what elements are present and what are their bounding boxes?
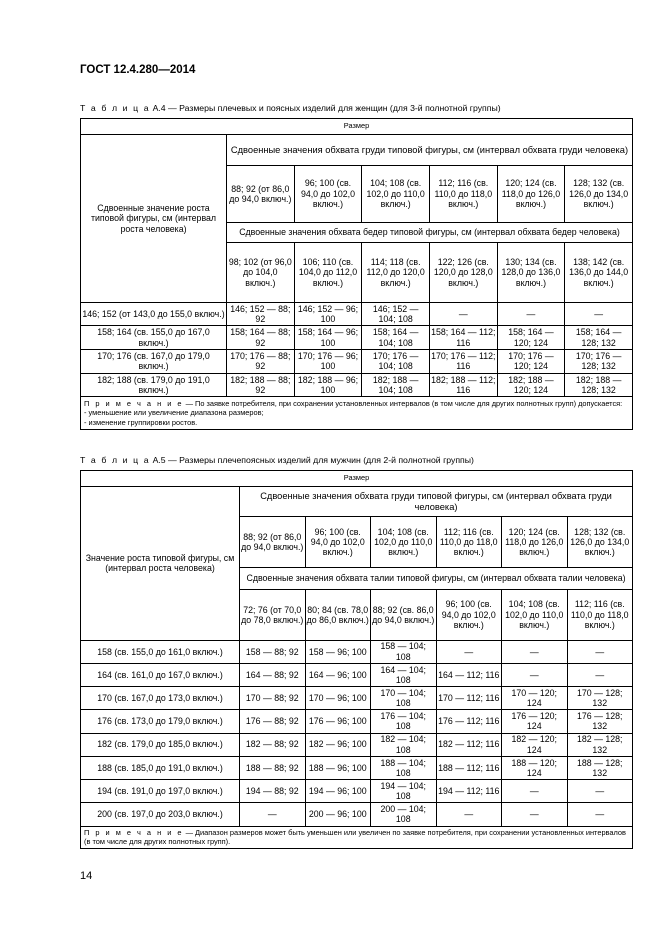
height-cell: 200 (св. 197,0 до 203,0 включ.) bbox=[81, 803, 240, 826]
height-cell: 146; 152 (от 143,0 до 155,0 включ.) bbox=[81, 302, 227, 326]
size-cell: 158; 164 — 128; 132 bbox=[565, 326, 633, 350]
table-a5-caption-prefix: Т а б л и ц а bbox=[80, 455, 151, 465]
size-cell: 194 — 88; 92 bbox=[240, 779, 306, 802]
note-item: - изменение группировки ростов. bbox=[84, 417, 198, 427]
hip-size-cell: 98; 102 (от 96,0 до 104,0 включ.) bbox=[227, 243, 295, 303]
size-cell: — bbox=[567, 640, 633, 663]
waist-size-cell: 72; 76 (от 70,0 до 78,0 включ.) bbox=[240, 590, 306, 641]
height-cell: 158 (св. 155,0 до 161,0 включ.) bbox=[81, 640, 240, 663]
size-cell: — bbox=[502, 640, 568, 663]
size-cell: — bbox=[429, 302, 497, 326]
height-cell: 188 (св. 185,0 до 191,0 включ.) bbox=[81, 756, 240, 779]
size-cell: 158 — 88; 92 bbox=[240, 640, 306, 663]
chest-size-cell: 96; 100 (св. 94,0 до 102,0 включ.) bbox=[305, 517, 371, 567]
table-row bbox=[81, 302, 633, 326]
waist-size-cell: 112; 116 (св. 110,0 до 118,0 включ.) bbox=[567, 590, 633, 641]
note-text: — Диапазон размеров может быть уменьшен или увеличен по заявке потребителя, при сохранении установленных интервалов (в том числе для других полнотных групп). bbox=[84, 827, 626, 847]
note-text: — По заявке потребителя, при сохранении установленных интервалов (в том числе для других полнотных групп) допускается: bbox=[183, 398, 623, 408]
size-cell: — bbox=[567, 779, 633, 802]
table-row bbox=[81, 733, 633, 756]
table-row bbox=[81, 640, 633, 663]
size-cell: 182; 188 — 104; 108 bbox=[362, 373, 430, 397]
size-cell: 182 — 104; 108 bbox=[371, 733, 437, 756]
size-cell: 182 — 88; 92 bbox=[240, 733, 306, 756]
size-cell: 188 — 96; 100 bbox=[305, 756, 371, 779]
height-cell: 170 (св. 167,0 до 173,0 включ.) bbox=[81, 687, 240, 710]
size-cell: — bbox=[497, 302, 565, 326]
table-row bbox=[81, 779, 633, 802]
chest-size-cell: 120; 124 (св. 118,0 до 126,0 включ.) bbox=[497, 166, 565, 222]
size-cell: 170; 176 — 128; 132 bbox=[565, 350, 633, 374]
table-row bbox=[81, 756, 633, 779]
hip-size-cell: 138; 142 (св. 136,0 до 144,0 включ.) bbox=[565, 243, 633, 303]
size-cell: — bbox=[567, 663, 633, 686]
table-a5-caption bbox=[80, 455, 474, 465]
size-cell: 146; 152 — 104; 108 bbox=[362, 302, 430, 326]
table-a4-note bbox=[81, 397, 633, 430]
size-cell: 182; 188 — 96; 100 bbox=[294, 373, 362, 397]
table-row bbox=[81, 326, 633, 350]
waist-group-header: Сдвоенные значения обхвата талии типовой фигуры, см (интервал обхвата талии человека) bbox=[240, 567, 633, 589]
size-cell: 170 — 120; 124 bbox=[502, 687, 568, 710]
size-cell: 182 — 112; 116 bbox=[436, 733, 502, 756]
size-cell: 158; 164 — 88; 92 bbox=[227, 326, 295, 350]
size-cell: — bbox=[502, 779, 568, 802]
waist-size-cell: 104; 108 (св. 102,0 до 110,0 включ.) bbox=[502, 590, 568, 641]
size-cell: 164 — 96; 100 bbox=[305, 663, 371, 686]
size-cell: 200 — 96; 100 bbox=[305, 803, 371, 826]
size-cell: 176 — 128; 132 bbox=[567, 710, 633, 733]
note-label: П р и м е ч а н и е bbox=[84, 827, 184, 837]
size-cell: 170 — 96; 100 bbox=[305, 687, 371, 710]
height-cell: 164 (св. 161,0 до 167,0 включ.) bbox=[81, 663, 240, 686]
waist-size-cell: 80; 84 (св. 78,0 до 86,0 включ.) bbox=[305, 590, 371, 641]
chest-size-cell: 120; 124 (св. 118,0 до 126,0 включ.) bbox=[502, 517, 568, 567]
table-a5-note bbox=[81, 826, 633, 849]
chest-size-cell: 104; 108 (св. 102,0 до 110,0 включ.) bbox=[362, 166, 430, 222]
height-column-header: Сдвоенные значение роста типовой фигуры, см (интервал роста человека) bbox=[81, 135, 227, 302]
chest-group-header: Сдвоенные значения обхвата груди типовой фигуры, см (интервал обхвата груди человека) bbox=[227, 135, 633, 166]
size-cell: 182 — 128; 132 bbox=[567, 733, 633, 756]
table-a5-caption-text: А.5 — Размеры плечепоясных изделий для мужчин (для 2-й полнотной группы) bbox=[152, 455, 474, 465]
chest-size-cell: 96; 100 (св. 94,0 до 102,0 включ.) bbox=[294, 166, 362, 222]
chest-size-cell: 112; 116 (св. 110,0 до 118,0 включ.) bbox=[429, 166, 497, 222]
height-column-header: Значение роста типовой фигуры, см (интервал роста человека) bbox=[81, 487, 240, 641]
size-cell: 194 — 104; 108 bbox=[371, 779, 437, 802]
size-cell: 176 — 104; 108 bbox=[371, 710, 437, 733]
size-cell: 158; 164 — 104; 108 bbox=[362, 326, 430, 350]
size-cell: — bbox=[240, 803, 306, 826]
chest-size-cell: 88; 92 (от 86,0 до 94,0 включ.) bbox=[240, 517, 306, 567]
size-cell: 164 — 104; 108 bbox=[371, 663, 437, 686]
table-a4-caption bbox=[80, 103, 501, 113]
size-cell: 170 — 112; 116 bbox=[436, 687, 502, 710]
size-cell: 146; 152 — 88; 92 bbox=[227, 302, 295, 326]
size-cell: 182; 188 — 112; 116 bbox=[431, 374, 496, 395]
size-cell: 194 — 96; 100 bbox=[305, 779, 371, 802]
size-cell: 170; 176 — 88; 92 bbox=[227, 350, 295, 374]
hip-group-header: Сдвоенные значения обхвата бедер типовой фигуры, см (интервал обхвата бедер человека) bbox=[227, 222, 633, 243]
size-cell: 176 — 112; 116 bbox=[436, 710, 502, 733]
chest-size-cell: 112; 116 (св. 110,0 до 118,0 включ.) bbox=[436, 517, 502, 567]
waist-size-cell: 96; 100 (св. 94,0 до 102,0 включ.) bbox=[436, 590, 502, 641]
table-a4-caption-prefix: Т а б л и ц а bbox=[80, 103, 151, 113]
height-cell: 182; 188 (св. 179,0 до 191,0 включ.) bbox=[81, 373, 227, 397]
height-cell: 170; 176 (св. 167,0 до 179,0 включ.) bbox=[81, 350, 227, 374]
size-cell: — bbox=[567, 803, 633, 826]
size-cell: 188 — 88; 92 bbox=[240, 756, 306, 779]
size-cell: 194 — 112; 116 bbox=[436, 779, 502, 802]
table-row bbox=[81, 663, 633, 686]
size-cell: 188 — 104; 108 bbox=[371, 756, 437, 779]
size-header: Размер bbox=[81, 119, 633, 135]
hip-size-cell: 130; 134 (св. 128,0 до 136,0 включ.) bbox=[497, 243, 565, 303]
size-cell: 176 — 88; 92 bbox=[240, 710, 306, 733]
size-cell: 158; 164 — 112; 116 bbox=[431, 327, 496, 348]
size-cell: 188 — 120; 124 bbox=[502, 756, 568, 779]
size-cell: 164 — 112; 116 bbox=[436, 663, 502, 686]
size-cell: 182 — 96; 100 bbox=[305, 733, 371, 756]
table-row bbox=[81, 710, 633, 733]
size-cell: 176 — 120; 124 bbox=[502, 710, 568, 733]
table-a4-caption-text: А.4 — Размеры плечевых и поясных изделий для женщин (для 3-й полнотной группы) bbox=[152, 103, 501, 113]
size-cell: — bbox=[502, 803, 568, 826]
note-label: П р и м е ч а н и е bbox=[84, 398, 184, 408]
chest-size-cell: 128; 132 (св. 126,0 до 134,0 включ.) bbox=[567, 517, 633, 567]
height-cell: 158; 164 (св. 155,0 до 167,0 включ.) bbox=[81, 326, 227, 350]
chest-size-cell: 88; 92 (от 86,0 до 94,0 включ.) bbox=[227, 166, 295, 222]
size-cell: 170 — 104; 108 bbox=[371, 687, 437, 710]
size-cell: 182; 188 — 120; 124 bbox=[497, 373, 565, 397]
size-cell: 170; 176 — 120; 124 bbox=[497, 350, 565, 374]
size-cell: 158; 164 — 96; 100 bbox=[294, 326, 362, 350]
table-row bbox=[81, 350, 633, 374]
size-header: Размер bbox=[81, 471, 633, 487]
height-cell: 176 (св. 173,0 до 179,0 включ.) bbox=[81, 710, 240, 733]
page-number: 14 bbox=[80, 870, 93, 882]
document-header: ГОСТ 12.4.280—2014 bbox=[80, 64, 196, 76]
size-cell: — bbox=[436, 640, 502, 663]
size-cell: 158 — 96; 100 bbox=[305, 640, 371, 663]
table-row bbox=[81, 803, 633, 826]
table-row bbox=[81, 687, 633, 710]
table-a4 bbox=[80, 118, 633, 430]
height-cell: 194 (св. 191,0 до 197,0 включ.) bbox=[81, 779, 240, 802]
chest-size-cell: 104; 108 (св. 102,0 до 110,0 включ.) bbox=[371, 517, 437, 567]
hip-size-cell: 106; 110 (св. 104,0 до 112,0 включ.) bbox=[294, 243, 362, 303]
chest-group-header: Сдвоенные значения обхвата груди типовой фигуры, см (интервал обхвата груди человека) bbox=[240, 487, 633, 517]
size-cell: 146; 152 — 96; 100 bbox=[294, 302, 362, 326]
size-cell: 164 — 88; 92 bbox=[240, 663, 306, 686]
size-cell: — bbox=[565, 302, 633, 326]
size-cell: 188 — 112; 116 bbox=[436, 756, 502, 779]
waist-size-cell: 88; 92 (св. 86,0 до 94,0 включ.) bbox=[371, 590, 437, 641]
size-cell: 158 — 104; 108 bbox=[371, 640, 437, 663]
height-cell: 182 (св. 179,0 до 185,0 включ.) bbox=[81, 733, 240, 756]
size-cell: 158; 164 — 120; 124 bbox=[497, 326, 565, 350]
table-row bbox=[81, 373, 633, 397]
size-cell: 188 — 128; 132 bbox=[567, 756, 633, 779]
hip-size-cell: 122; 126 (св. 120,0 до 128,0 включ.) bbox=[429, 243, 497, 303]
size-cell: 170 — 128; 132 bbox=[567, 687, 633, 710]
size-cell: 176 — 96; 100 bbox=[305, 710, 371, 733]
chest-size-cell: 128; 132 (св. 126,0 до 134,0 включ.) bbox=[565, 166, 633, 222]
size-cell: 170; 176 — 112; 116 bbox=[431, 350, 496, 372]
size-cell: 182; 188 — 128; 132 bbox=[565, 373, 633, 397]
size-cell: 200 — 104; 108 bbox=[371, 803, 437, 826]
size-cell: 170; 176 — 96; 100 bbox=[294, 350, 362, 374]
size-cell: 170 — 88; 92 bbox=[240, 687, 306, 710]
size-cell: — bbox=[436, 803, 502, 826]
size-cell: 170; 176 — 104; 108 bbox=[362, 350, 430, 374]
note-item: - уменьшение или увеличение диапазона размеров; bbox=[84, 408, 264, 418]
size-cell: 182 — 120; 124 bbox=[502, 733, 568, 756]
size-cell: 182; 188 — 88; 92 bbox=[227, 373, 295, 397]
table-a5 bbox=[80, 470, 633, 849]
size-cell: — bbox=[502, 663, 568, 686]
hip-size-cell: 114; 118 (св. 112,0 до 120,0 включ.) bbox=[362, 243, 430, 303]
